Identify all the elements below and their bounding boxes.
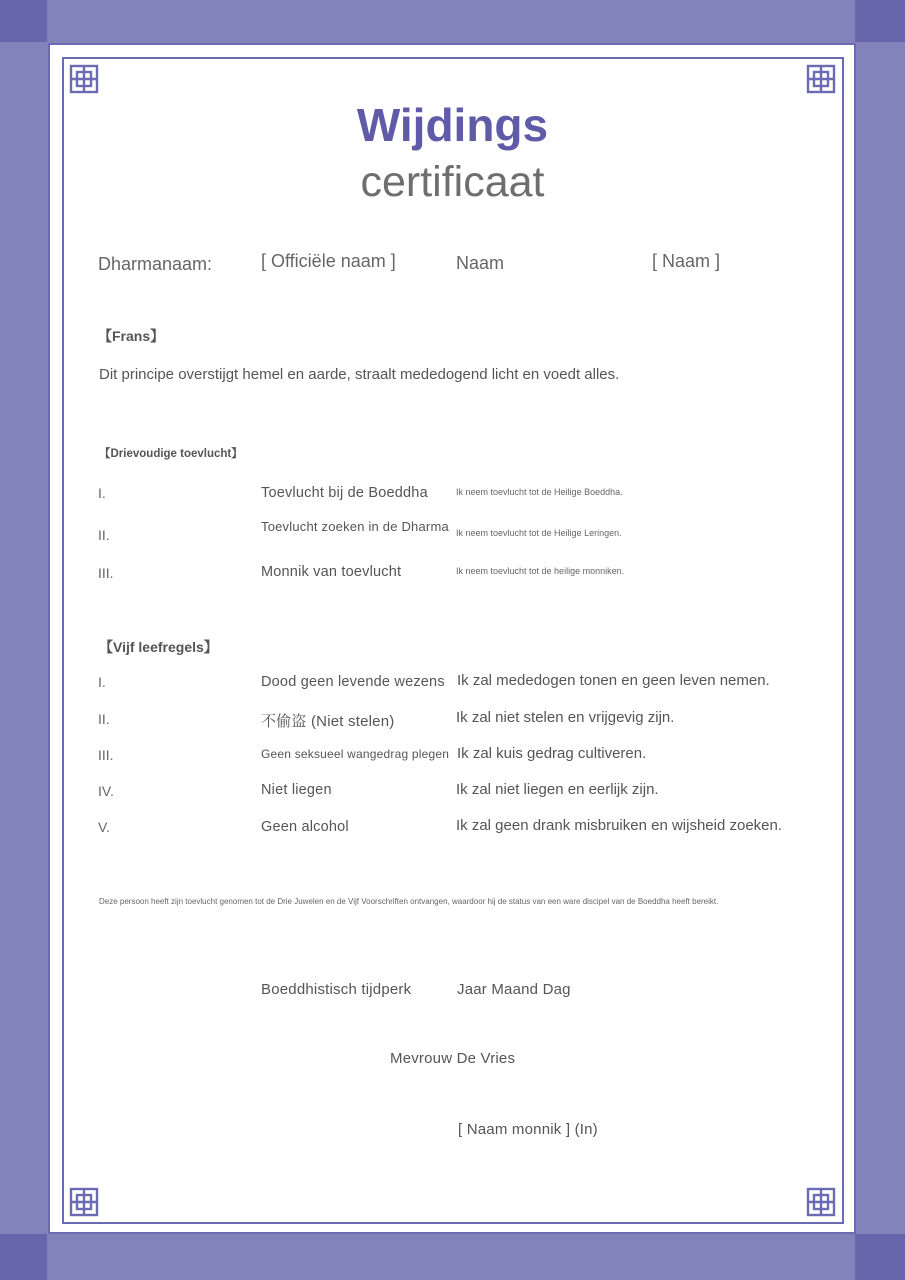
item-number: I. (98, 674, 106, 690)
item-description: Ik neem toevlucht tot de Heilige Leringen. (456, 528, 622, 538)
certificate-title: Wijdings (356, 99, 549, 151)
item-title: Monnik van toevlucht (261, 564, 402, 580)
item-number: IV. (98, 783, 114, 799)
date-label[interactable]: Jaar Maand Dag (457, 981, 571, 998)
item-description: Ik neem toevlucht tot de Heilige Boeddha. (456, 487, 623, 497)
signer-name: Mevrouw De Vries (390, 1050, 516, 1067)
item-number: II. (98, 711, 110, 727)
certification-statement: Deze persoon heeft zijn toevlucht genomen tot de Drie Juwelen en de Vijf Voorschriften ontvangen, waardoor hij de status van een ware discipel van de Boeddha heeft bereikt. (99, 897, 719, 906)
precepts-heading: 【Vijf leefregels】 (99, 639, 218, 655)
frans-heading: 【Frans】 (98, 328, 165, 344)
item-number: III. (98, 747, 114, 763)
corner-block-bottom-right (855, 1234, 905, 1280)
item-title: Geen seksueel wangedrag plegen (261, 747, 450, 761)
corner-block-top-right (855, 0, 905, 42)
dharma-name-label: Dharmanaam: (98, 254, 213, 274)
name-value[interactable]: [ Naam ] (652, 251, 721, 271)
item-number: V. (98, 819, 110, 835)
item-title: Geen alcohol (261, 819, 349, 835)
item-title: 不偷盗 (Niet stelen) (261, 713, 395, 730)
item-description: Ik zal mededogen tonen en geen leven nemen. (457, 672, 770, 689)
item-description: Ik zal niet stelen en vrijgevig zijn. (456, 709, 675, 726)
era-label: Boeddhistisch tijdperk (261, 981, 412, 998)
monk-name[interactable]: [ Naam monnik ] (In) (458, 1121, 598, 1138)
item-description: Ik zal kuis gedrag cultiveren. (457, 745, 647, 762)
corner-block-top-left (0, 0, 47, 42)
item-number: I. (98, 485, 106, 501)
lattice-ornament-icon (69, 1187, 99, 1217)
item-title: Toevlucht bij de Boeddha (261, 485, 428, 501)
item-description: Ik zal geen drank misbruiken en wijsheid zoeken. (456, 817, 783, 834)
lattice-ornament-icon (69, 64, 99, 94)
frans-text: Dit principe overstijgt hemel en aarde, straalt mededogend licht en voedt alles. (99, 366, 620, 383)
dharma-name-value[interactable]: [ Officiële naam ] (261, 251, 396, 271)
refuge-heading: 【Drievoudige toevlucht】 (99, 448, 243, 460)
lattice-ornament-icon (806, 1187, 836, 1217)
item-title: Toevlucht zoeken in de Dharma (261, 519, 449, 534)
lattice-ornament-icon (806, 64, 836, 94)
corner-block-bottom-left (0, 1234, 47, 1280)
item-description: Ik zal niet liegen en eerlijk zijn. (456, 781, 659, 798)
item-number: II. (98, 527, 110, 543)
name-label: Naam (456, 253, 505, 273)
item-description: Ik neem toevlucht tot de heilige monniken. (456, 566, 625, 576)
item-number: III. (98, 565, 114, 581)
item-title: Niet liegen (261, 782, 332, 798)
certificate-subtitle: certificaat (360, 158, 545, 206)
item-title: Dood geen levende wezens (261, 674, 445, 690)
